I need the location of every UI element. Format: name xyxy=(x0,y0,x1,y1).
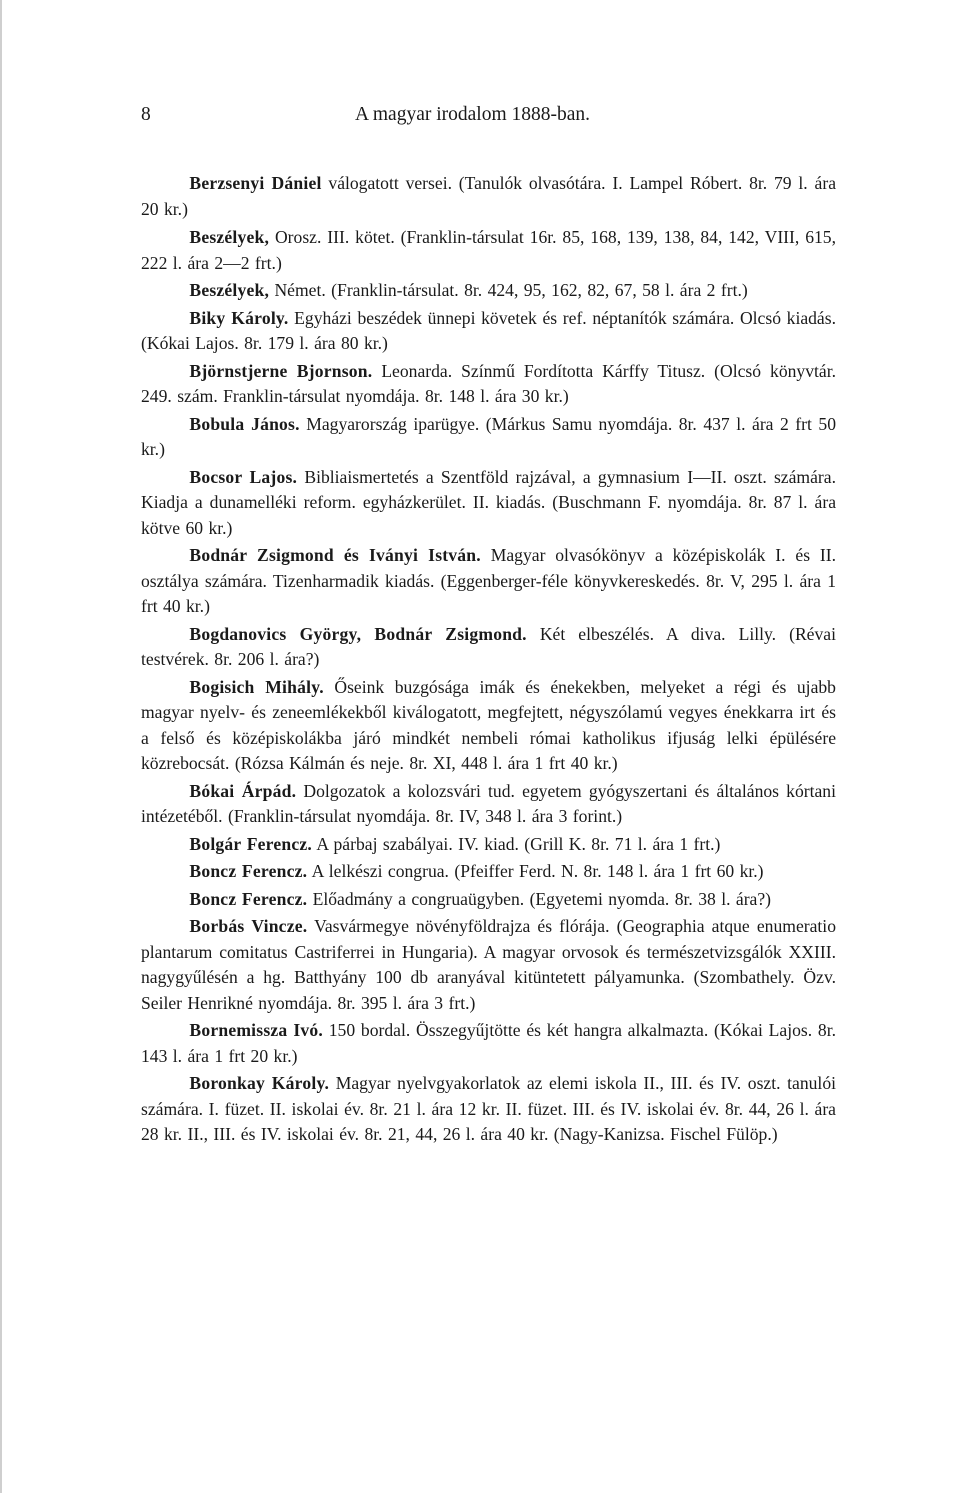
entry-text: Dolgozatok a kolozsvári tud. egyetem gyógyszertani és általános kórtani intézetéből. (Franklin-társulat nyomdája. 8r. IV, 348 l. ára 3 forint.) xyxy=(141,780,836,826)
entry-text: válogatott versei. (Tanulók olvasótára. I. Lampel Róbert. 8r. 79 l. ára 20 kr.) xyxy=(141,173,836,219)
entry-author: Bókai Árpád. xyxy=(189,780,297,801)
bibliography-entry xyxy=(141,1071,836,1148)
bibliography-entry xyxy=(141,622,836,673)
bibliography-entry xyxy=(141,675,836,777)
entry-author: Berzsenyi Dániel xyxy=(189,173,322,193)
entry-author: Bodnár Zsigmond és Iványi István. xyxy=(189,545,481,565)
entry-author: Boncz Ferencz. xyxy=(189,861,308,881)
entry-author: Beszélyek, xyxy=(189,280,270,300)
entry-text: Őseink buzgósága imák és énekekben, melyeket a régi és ujabb magyar nyelv- és zeneemlékekből kiválogatott, megfejtett, négyszólamú vegyes énekkarra irt és a felső és középiskolákba járó mindkét nembeli római katholikus ifjuság lelki épülésére közrebocsát. (Rózsa Kálmán és neje. 8r. XI, 448 l. ára 1 frt 40 kr.) xyxy=(141,676,836,773)
bibliography-entry xyxy=(141,914,836,1016)
entry-author: Björnstjerne Bjornson. xyxy=(189,360,373,381)
entry-text: Leonarda. Színmű Fordította Kárffy Titusz. (Olcsó könyvtár. 249. szám. Franklin-társulat nyomdája. 8r. 148 l. ára 30 kr.) xyxy=(141,360,836,406)
entry-author: Bolgár Ferencz. xyxy=(189,833,312,854)
entry-author: Bobula János. xyxy=(189,413,300,434)
entry-author: Boncz Ferencz. xyxy=(189,888,308,909)
entry-text: Magyar nyelvgyakorlatok az elemi iskola II., III. és IV. oszt. tanulói számára. I. füzet. II. iskolai év. 8r. 21 l. ára 12 kr. II. füzet. III. és IV. iskolai év. 8r. 44, 26 l. ára 28 kr. II., III. és IV. iskolai év. 8r. 21, 44, 26 l. ára 40 kr. (Nagy-Kanizsa. Fischel Fülöp.) xyxy=(141,1073,836,1144)
bibliography-list xyxy=(141,171,836,1150)
bibliography-entry xyxy=(141,779,836,830)
entry-author: Boronkay Károly. xyxy=(189,1073,330,1093)
bibliography-entry xyxy=(141,1018,836,1069)
entry-text: Orosz. III. kötet. (Franklin-társulat 16r. 85, 168, 139, 138, 84, 142, VIII, 615, 222 l. ára 2—2 frt.) xyxy=(141,227,836,273)
bibliography-entry xyxy=(141,887,836,913)
bibliography-entry xyxy=(141,171,836,222)
running-title: A magyar irodalom 1888-ban. xyxy=(355,104,591,125)
page-header xyxy=(141,104,831,134)
entry-text: Magyarország iparügye. (Márkus Samu nyomdája. 8r. 437 l. ára 2 frt 50 kr.) xyxy=(141,413,836,459)
entry-author: Bocsor Lajos. xyxy=(189,466,298,487)
entry-text: Bibliaismertetés a Szentföld rajzával, a gymnasium I—II. oszt. számára. Kiadja a dunamelléki reform. egyházkerület. II. kiadás. (Buschmann F. nyomdája. 8r. 87 l. ára kötve 60 kr.) xyxy=(141,466,836,538)
entry-text: 150 bordal. Összegyűjtötte és két hangra alkalmazta. (Kókai Lajos. 8r. 143 l. ára 1 frt 20 kr.) xyxy=(141,1020,836,1066)
bibliography-entry xyxy=(141,832,836,858)
entry-author: Bogisich Mihály. xyxy=(189,676,324,697)
entry-text: Német. (Franklin-társulat. 8r. 424, 95, 162, 82, 67, 58 l. ára 2 frt.) xyxy=(269,280,748,300)
entry-author: Biky Károly. xyxy=(189,307,289,328)
entry-text: Vasvármegye növényföldrajza és flórája. (Geographia atque enumeratio plantarum comitatus Castriferrei in Hungaria). A magyar orvosok és természetvizsgálók XXIII. nagygyűlésén a hg. Batthyány 100 db aranyával kitüntetett pályamunka. (Szombathely. Özv. Seiler Henrikné nyomdája. 8r. 395 l. ára 3 frt.) xyxy=(141,916,836,1013)
page-edge-rule xyxy=(0,0,2,1493)
entry-text: Egyházi beszédek ünnepi követek és ref. néptanítók számára. Olcsó kiadás. (Kókai Lajos. 8r. 179 l. ára 80 kr.) xyxy=(141,307,836,353)
bibliography-entry xyxy=(141,412,836,463)
entry-text: Előadmány a congruaügyben. (Egyetemi nyomda. 8r. 38 l. ára?) xyxy=(307,888,772,909)
bibliography-entry xyxy=(141,543,836,620)
bibliography-entry xyxy=(141,465,836,542)
entry-text: Magyar olvasókönyv a középiskolák I. és II. osztálya számára. Tizenharmadik kiadás. (Eggenberger-féle könyvkereskedés. 8r. V, 295 l. ára 1 frt 40 kr.) xyxy=(141,545,836,616)
bibliography-entry xyxy=(141,225,836,276)
entry-author: Bornemissza Ivó. xyxy=(189,1020,323,1040)
bibliography-entry xyxy=(141,278,836,304)
entry-author: Bogdanovics György, Bodnár Zsigmond. xyxy=(189,623,527,644)
entry-text: Két elbeszélés. A diva. Lilly. (Révai testvérek. 8r. 206 l. ára?) xyxy=(141,623,836,669)
bibliography-entry xyxy=(141,859,836,885)
bibliography-entry xyxy=(141,306,836,357)
entry-author: Beszélyek, xyxy=(189,227,270,247)
entry-text: A párbaj szabályai. IV. kiad. (Grill K. 8r. 71 l. ára 1 frt.) xyxy=(311,833,721,854)
bibliography-entry xyxy=(141,359,836,410)
entry-author: Borbás Vincze. xyxy=(189,916,308,936)
entry-text: A lelkészi congrua. (Pfeiffer Ferd. N. 8r. 148 l. ára 1 frt 60 kr.) xyxy=(307,861,764,881)
page-number: 8 xyxy=(141,104,151,125)
